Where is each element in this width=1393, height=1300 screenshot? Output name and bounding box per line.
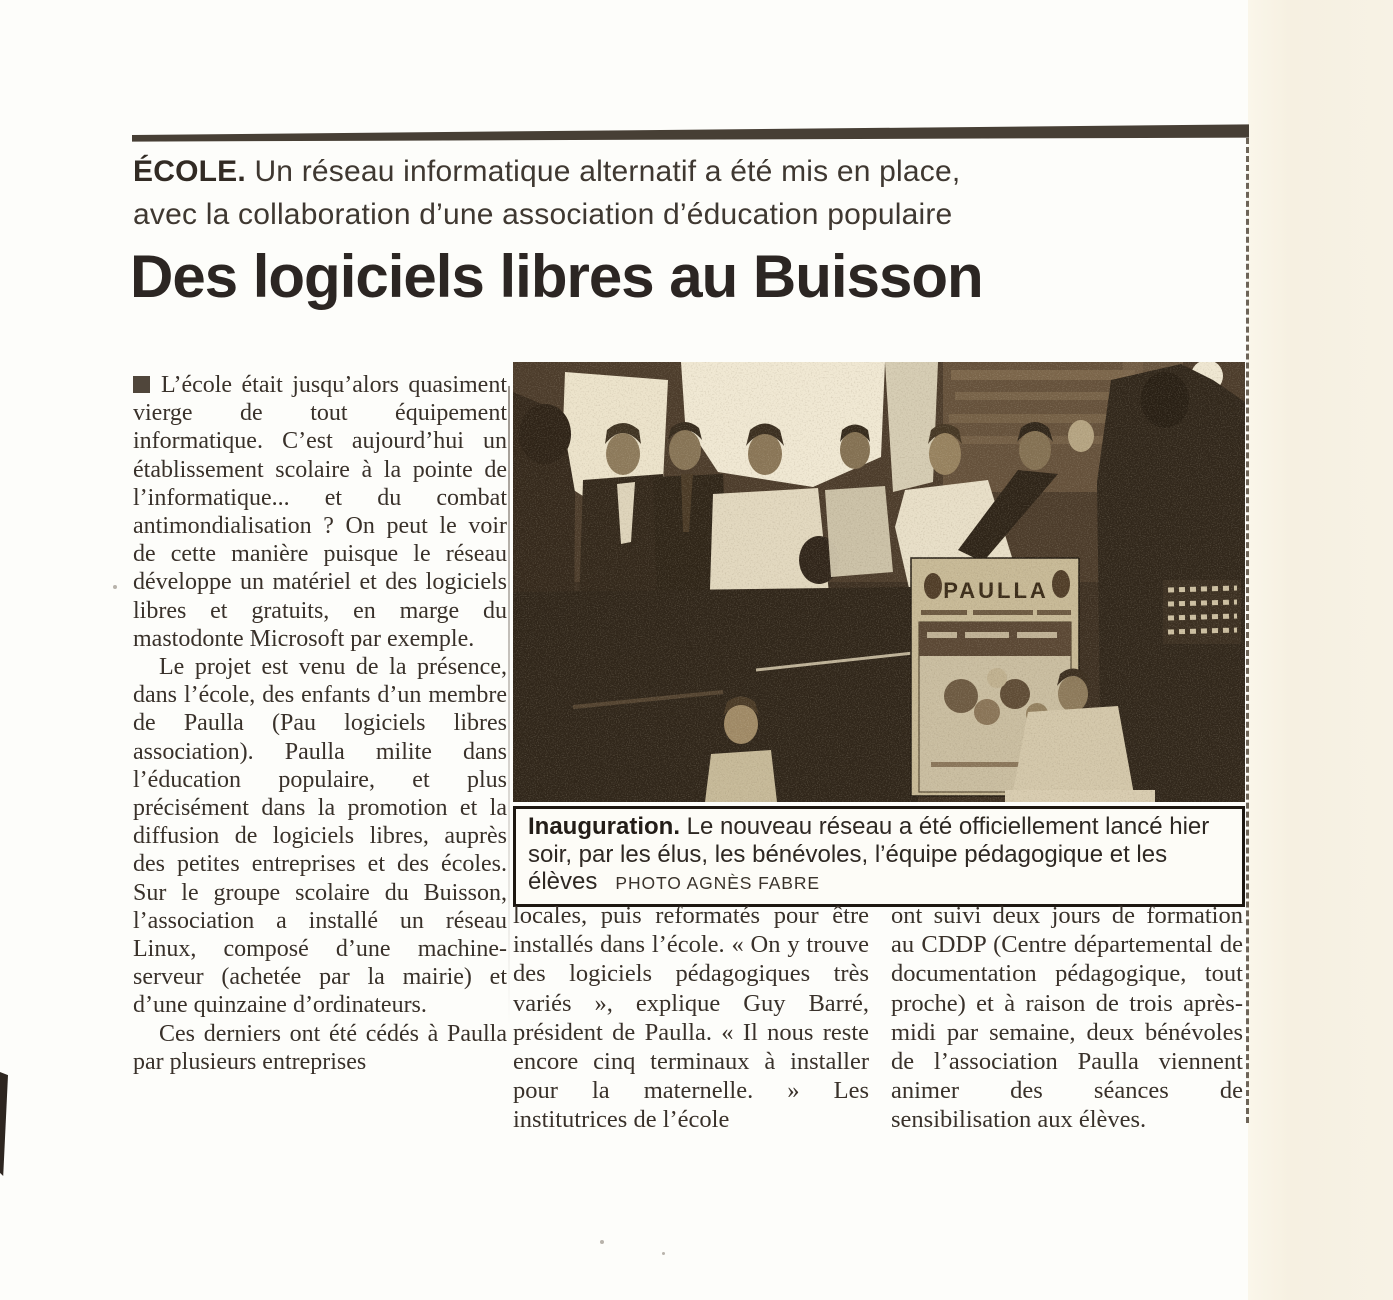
- scan-edge-mark: [0, 1072, 8, 1176]
- article-column-3: [891, 901, 1243, 1135]
- right-dashed-rule: [1246, 138, 1249, 1123]
- scan-speck: [113, 585, 117, 589]
- paragraph-text: L’école était jusqu’alors quasiment vierge de tout équipement informatique. C’est aujourd’hui un établissement scolaire à la pointe de l’informatique... et du combat antimondialisation ? On peut le voir de cette manière puisque le réseau développe un matériel et des logiciels libres et gratuits, en marge du mastodonte Microsoft par exemple.: [133, 372, 507, 652]
- paragraph: [133, 371, 507, 653]
- photo-illustration: [513, 362, 1245, 802]
- paragraph: ont suivi deux jours de formation au CDDP (Centre départemental de documentation pédagogique, tout proche) et à raison de trois après-midi par semaine, deux bénévoles de l’association Paulla viennent animer des séances de sensibilisation aux élèves.: [891, 902, 1243, 1134]
- inauguration-photo: [513, 362, 1245, 802]
- caption-lead: Inauguration.: [528, 813, 680, 840]
- poster-title: PAULLA: [943, 578, 1049, 603]
- photo-credit: PHOTO AGNÈS FABRE: [615, 873, 820, 893]
- scan-speck: [662, 1252, 665, 1255]
- scan-right-margin: [1248, 0, 1393, 1300]
- section-top-rule: [132, 124, 1249, 144]
- square-bullet-icon: [133, 376, 150, 393]
- paragraph: locales, puis reformatés pour être installés dans l’école. « On y trouve des logiciels pédagogiques très variés », explique Guy Barré, président de Paulla. « Il nous reste encore cinq terminaux à installer pour la maternelle. » Les institutrices de l’école: [513, 902, 869, 1134]
- headline: Des logiciels libres au Buisson: [130, 243, 983, 310]
- article-column-1: [133, 371, 507, 1076]
- paragraph: Ces derniers ont été cédés à Paulla par plusieurs entreprises: [133, 1020, 507, 1075]
- kicker-line2: avec la collaboration d’une association d’éducation populaire: [133, 198, 953, 231]
- kicker-section-label: ÉCOLE.: [133, 155, 246, 188]
- kicker: [133, 150, 1193, 236]
- caption-text: Le nouveau réseau a été officiellement lancé hier soir, par les élus, les bénévoles, l’équipe pédagogique et les élèves: [528, 813, 1210, 895]
- photo-caption: [513, 806, 1245, 907]
- column-rule: [508, 386, 510, 1026]
- kicker-line1: Un réseau informatique alternatif a été mis en place,: [254, 155, 961, 188]
- article-column-2: [513, 901, 869, 1135]
- paragraph: Le projet est venu de la présence, dans l’école, des enfants d’un membre de Paulla (Pau logiciels libres association). Paulla milite dans l’éducation populaire, et plus précisément dans la promotion et la diffusion de logiciels libres, auprès des petites entreprises et des écoles. Sur le groupe scolaire du Buisson, l’association a installé un réseau Linux, composé d’une machine-serveur (achetée par la mairie) et d’une quinzaine d’ordinateurs.: [133, 654, 507, 1019]
- scan-speck: [600, 1240, 604, 1244]
